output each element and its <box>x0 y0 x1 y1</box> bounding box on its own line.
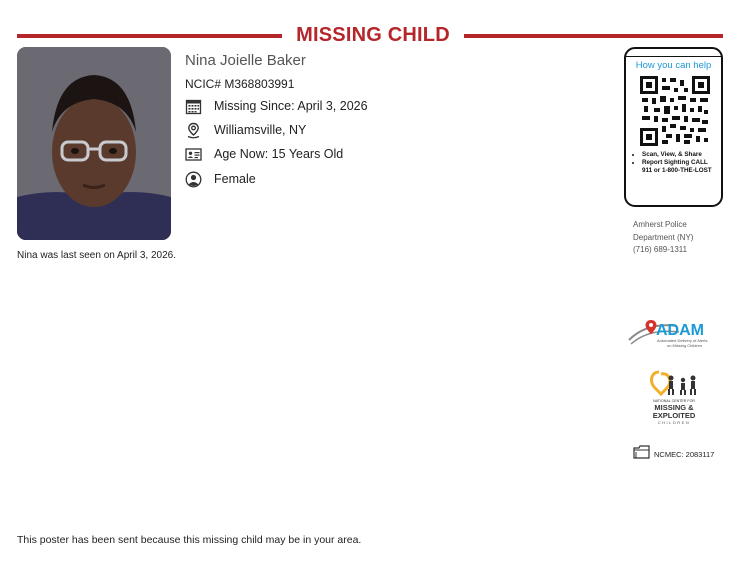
qr-code[interactable] <box>640 76 710 146</box>
child-photo <box>17 47 171 240</box>
calendar-icon <box>185 98 202 115</box>
location: Williamsville, NY <box>214 123 307 137</box>
help-panel <box>624 47 723 207</box>
svg-text:ADAM: ADAM <box>656 322 704 339</box>
help-item: • Report Sighting CALL 911 or 1-800-THE-LOST <box>642 159 719 175</box>
svg-text:EXPLOITED: EXPLOITED <box>652 411 696 420</box>
agency-contact <box>633 219 723 257</box>
ncmec-case <box>633 445 714 464</box>
age-row <box>185 145 343 163</box>
help-item: • Scan, View, & Share <box>642 151 719 159</box>
agency-phone: (716) 689-1311 <box>633 245 688 254</box>
last-seen-text: Nina was last seen on April 3, 2026. <box>17 250 176 261</box>
svg-text:MISSING &: MISSING & <box>654 403 694 412</box>
id-card-icon <box>185 146 202 163</box>
svg-text:on Missing Children: on Missing Children <box>667 343 703 348</box>
svg-text:NATIONAL CENTER FOR: NATIONAL CENTER FOR <box>653 399 695 403</box>
help-list <box>630 151 719 175</box>
footer-note: This poster has been sent because this missing child may be in your area. <box>17 534 362 546</box>
folder-icon <box>633 445 650 464</box>
person-icon <box>185 171 202 188</box>
ncic-number: NCIC# M368803991 <box>185 77 295 91</box>
age-now: Age Now: 15 Years Old <box>214 147 344 161</box>
agency-name: Amherst Police Department (NY) <box>633 220 694 242</box>
adam-logo <box>627 318 719 352</box>
ncmec-number: NCMEC: 2083117 <box>654 450 715 459</box>
ncmec-logo <box>647 368 701 428</box>
page-title: MISSING CHILD <box>296 24 450 46</box>
phone-notch <box>626 49 721 57</box>
location-pin-icon <box>185 122 202 139</box>
sex-row <box>185 170 256 188</box>
location-row <box>185 121 306 139</box>
svg-text:CHILDREN: CHILDREN <box>657 420 691 425</box>
header-rule-left <box>17 34 282 38</box>
missing-since-row <box>185 97 368 115</box>
svg-text:Automated Delivery of Alerts: Automated Delivery of Alerts <box>657 338 708 343</box>
child-name: Nina Joielle Baker <box>185 52 306 69</box>
header-rule-right <box>464 34 723 38</box>
help-heading: How you can help <box>635 60 712 71</box>
sex: Female <box>214 172 256 186</box>
missing-since: Missing Since: April 3, 2026 <box>214 99 368 113</box>
